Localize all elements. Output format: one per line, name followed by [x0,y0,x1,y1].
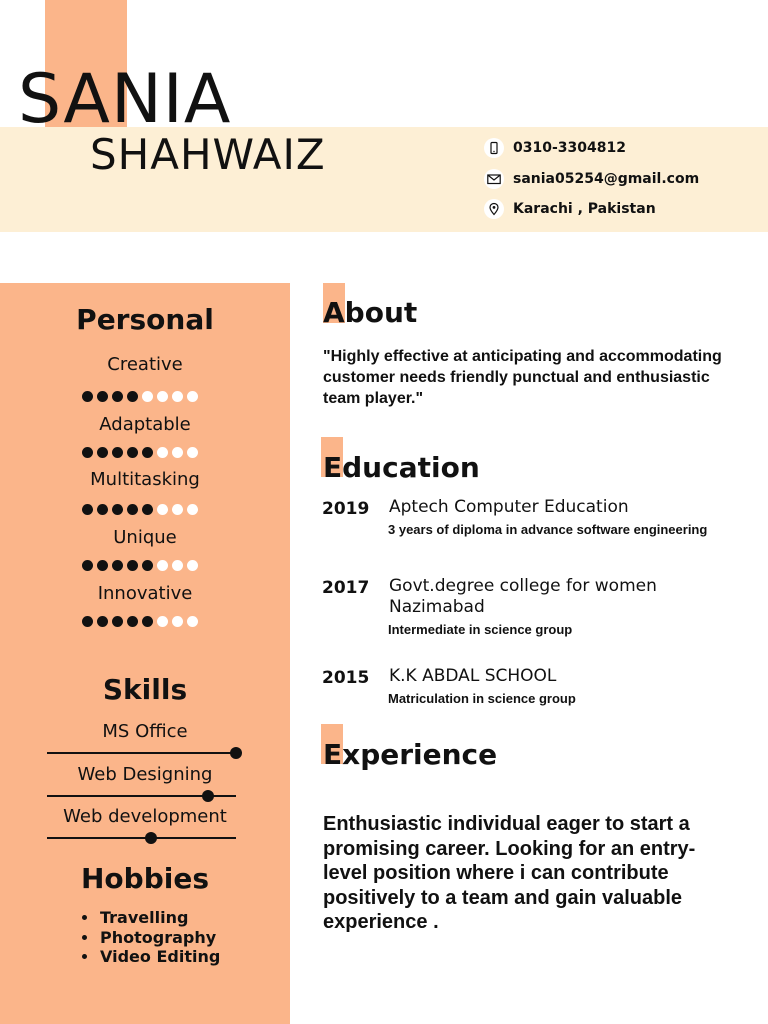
rating-dot-empty [187,560,198,571]
rating-dot-empty [157,560,168,571]
education-school: Govt.degree college for women Nazimabad [389,576,657,617]
envelope-icon [484,169,504,189]
education-year: 2015 [322,668,370,688]
hobbies-title: Hobbies [80,862,209,895]
education-year: 2017 [322,578,370,598]
education-year: 2019 [322,499,370,519]
trait-rating [82,504,198,515]
rating-dot-empty [187,447,198,458]
rating-dot-filled [112,391,123,402]
contact-phone [484,138,626,158]
personal-title: Personal [76,303,214,336]
skill-bar [47,752,236,754]
rating-dot-empty [172,447,183,458]
education-description: 3 years of diploma in advance software engineering [388,522,708,537]
skills-title: Skills [102,673,188,706]
rating-dot-filled [142,616,153,627]
skill-label: Web Designing [77,764,213,785]
skill-level-knob [145,832,157,844]
trait-label: Creative [107,354,183,375]
rating-dot-empty [157,447,168,458]
education-description: Intermediate in science group [388,622,573,637]
rating-dot-filled [127,560,138,571]
rating-dot-empty [157,391,168,402]
rating-dot-filled [97,616,108,627]
skill-level-knob [202,790,214,802]
rating-dot-empty [187,504,198,515]
rating-dot-filled [97,447,108,458]
rating-dot-empty [187,616,198,627]
skill-label: Web development [63,806,227,827]
rating-dot-empty [172,504,183,515]
rating-dot-filled [127,504,138,515]
bullet-icon [82,954,87,959]
rating-dot-filled [142,447,153,458]
about-text: "Highly effective at anticipating and accommodating customer needs friendly punctual and enthusiastic team player." [323,348,722,407]
rating-dot-empty [172,560,183,571]
experience-text: Enthusiastic individual eager to start a promising career. Looking for an entry-level position where i can contribute positively to a team and gain valuable experience . [323,813,696,933]
trait-rating [82,391,198,402]
location-text: Karachi , Pakistan [513,201,656,217]
skill-bar [47,837,236,839]
phone-number: 0310-3304812 [513,140,626,156]
trait-rating [82,560,198,571]
rating-dot-empty [157,504,168,515]
hobby-item: Travelling [82,908,220,928]
education-description: Matriculation in science group [388,691,576,706]
rating-dot-filled [82,504,93,515]
experience-title: Experience [323,738,498,771]
trait-label: Unique [113,527,177,548]
email-address: sania05254@gmail.com [513,171,700,187]
trait-label: Multitasking [90,469,200,490]
about-title: About [323,296,418,329]
last-name: SHAHWAIZ [90,130,326,179]
rating-dot-filled [112,447,123,458]
map-pin-icon [484,199,504,219]
rating-dot-filled [97,391,108,402]
rating-dot-filled [127,616,138,627]
rating-dot-filled [142,560,153,571]
trait-label: Adaptable [99,414,191,435]
rating-dot-filled [112,616,123,627]
rating-dot-empty [172,616,183,627]
rating-dot-filled [112,504,123,515]
hobby-item: Photography [82,928,220,948]
skill-level-knob [230,747,242,759]
trait-label: Innovative [97,583,193,604]
rating-dot-filled [82,560,93,571]
trait-rating [82,447,198,458]
rating-dot-filled [127,447,138,458]
trait-rating [82,616,198,627]
first-name: SANIA [18,60,232,139]
hobby-item: Video Editing [82,947,220,967]
bullet-icon [82,915,87,920]
contact-location [484,199,656,219]
rating-dot-filled [97,560,108,571]
skill-bar [47,795,236,797]
hobbies-list [82,908,220,967]
rating-dot-empty [172,391,183,402]
rating-dot-filled [112,560,123,571]
rating-dot-empty [157,616,168,627]
rating-dot-empty [142,391,153,402]
rating-dot-filled [127,391,138,402]
rating-dot-empty [187,391,198,402]
rating-dot-filled [97,504,108,515]
education-school: K.K ABDAL SCHOOL [389,666,557,686]
bullet-icon [82,935,87,940]
skill-label: MS Office [102,721,188,742]
phone-icon [484,138,504,158]
contact-email [484,169,699,189]
rating-dot-filled [82,391,93,402]
rating-dot-filled [82,616,93,627]
education-title: Education [323,451,480,484]
rating-dot-filled [142,504,153,515]
education-school: Aptech Computer Education [389,497,629,517]
rating-dot-filled [82,447,93,458]
